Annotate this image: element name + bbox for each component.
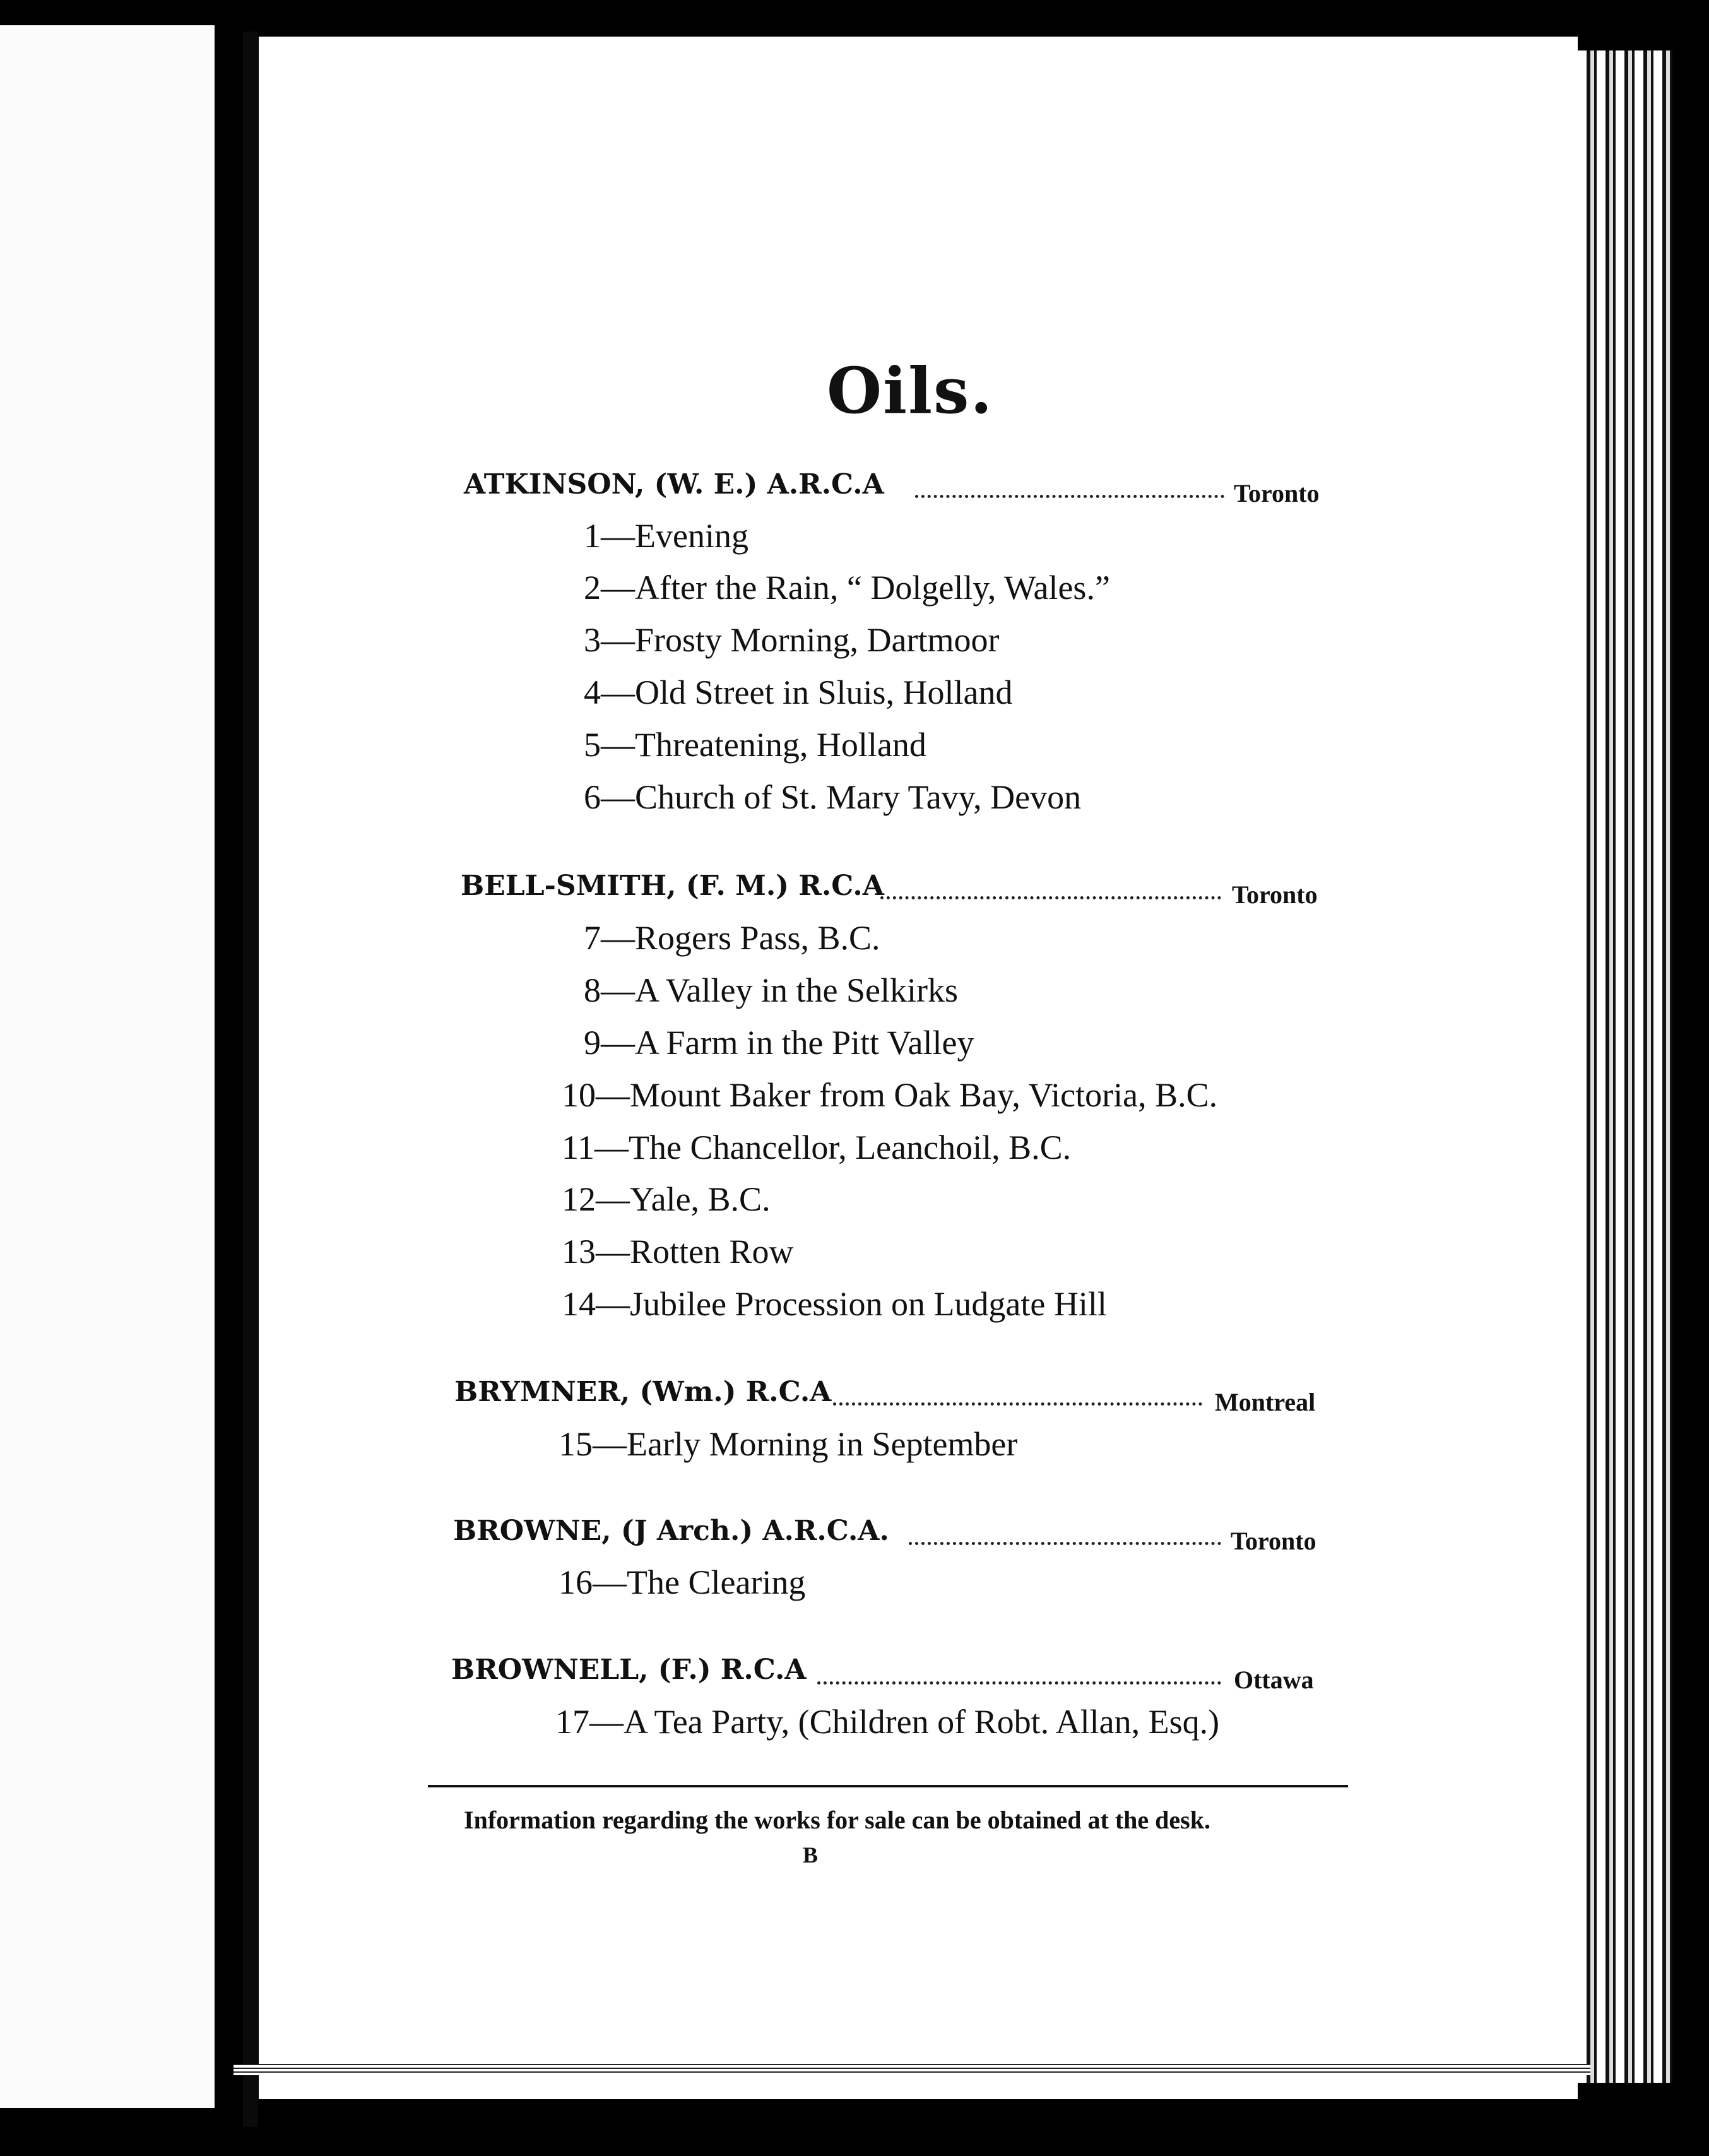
artist-name: BROWNE, (J Arch.) A.R.C.A. [453, 1515, 889, 1547]
artist-city: Montreal [1215, 1388, 1316, 1416]
artist-city: Toronto [1232, 880, 1318, 909]
work-entry: 2—After the Rain, “ Dolgelly, Wales.” [584, 569, 1110, 607]
artist-city: Toronto [1231, 1527, 1316, 1555]
page-edges [1578, 50, 1672, 2083]
work-entry: 1—Evening [584, 517, 748, 555]
work-entry: 16—The Clearing [559, 1563, 806, 1601]
artist-name: BROWNELL, (F.) R.C.A [451, 1654, 807, 1686]
footnote: Information regarding the works for sale can be obtained at the desk. [464, 1806, 1210, 1834]
work-entry: 8—A Valley in the Selkirks [584, 971, 958, 1009]
artist-name: BELL-SMITH, (F. M.) R.C.A [461, 870, 884, 902]
left-page-edge [0, 25, 215, 2108]
artist-city: Toronto [1234, 479, 1320, 507]
work-entry: 9—A Farm in the Pitt Valley [584, 1024, 974, 1062]
dot-leader [915, 495, 1224, 498]
section-title: Oils. [827, 353, 994, 428]
work-entry: 4—Old Street in Sluis, Holland [584, 673, 1013, 711]
left-page [0, 0, 243, 2156]
work-entry: 7—Rogers Pass, B.C. [584, 919, 880, 957]
work-entry: 3—Frosty Morning, Dartmoor [584, 621, 1000, 659]
dot-leader [909, 1542, 1221, 1545]
artist-city: Ottawa [1234, 1666, 1314, 1694]
work-entry: 10—Mount Baker from Oak Bay, Victoria, B.C. [562, 1076, 1218, 1114]
work-entry: 17—A Tea Party, (Children of Robt. Allan, Esq.) [555, 1703, 1220, 1741]
artist-name: BRYMNER, (Wm.) R.C.A [454, 1376, 832, 1408]
work-entry: 11—The Chancellor, Leanchoil, B.C. [562, 1128, 1072, 1166]
dot-leader [833, 1402, 1202, 1406]
catalogue-page [259, 37, 1578, 2099]
work-entry: 13—Rotten Row [562, 1233, 794, 1270]
book-binding [243, 32, 258, 2127]
dot-leader [817, 1681, 1221, 1685]
work-entry: 15—Early Morning in September [559, 1425, 1018, 1463]
page-bottom-edge [234, 2064, 1590, 2075]
work-entry: 5—Threatening, Holland [584, 726, 926, 764]
horizontal-rule [428, 1785, 1348, 1787]
dot-leader [880, 896, 1221, 899]
work-entry: 14—Jubilee Procession on Ludgate Hill [562, 1285, 1107, 1323]
work-entry: 12—Yale, B.C. [562, 1180, 771, 1218]
signature-mark: B [803, 1842, 819, 1868]
artist-name: ATKINSON, (W. E.) A.R.C.A [464, 468, 884, 500]
work-entry: 6—Church of St. Mary Tavy, Devon [584, 778, 1082, 816]
